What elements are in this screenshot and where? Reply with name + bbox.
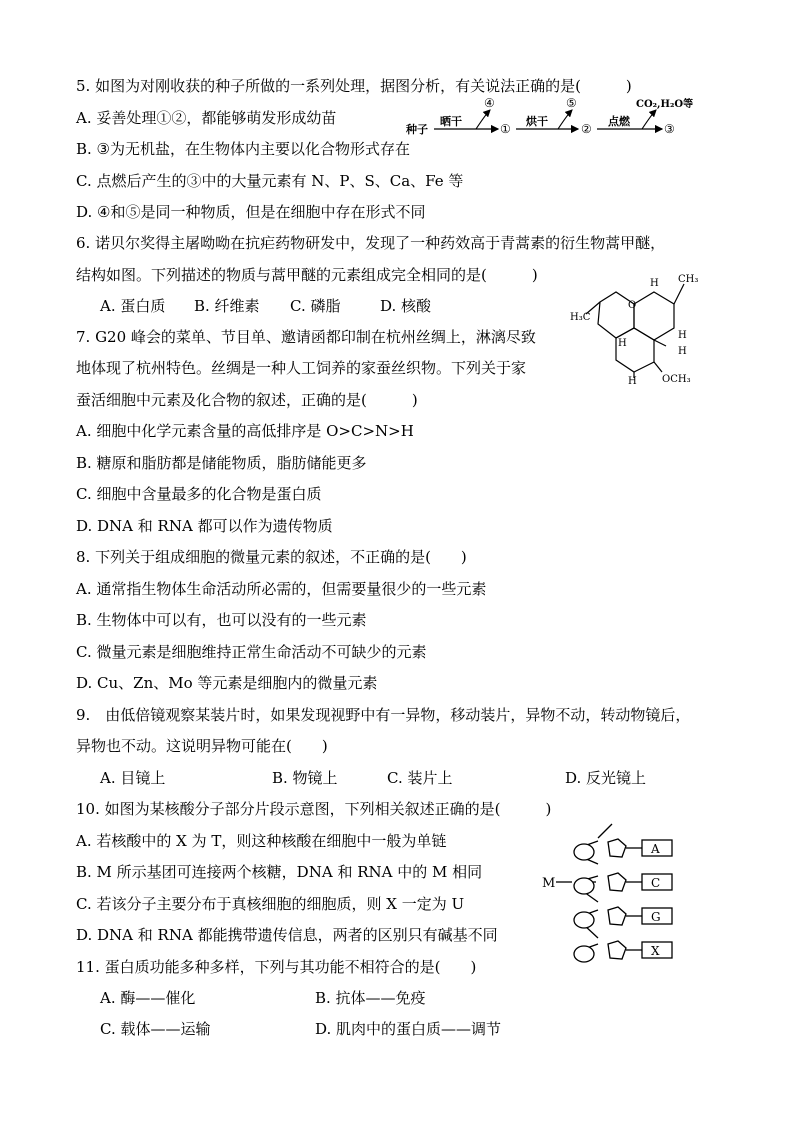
product-4-label: ④: [484, 96, 495, 110]
q6-option-a: A. 蛋白质: [100, 297, 166, 315]
q9-option-c: C. 装片上: [387, 769, 453, 787]
q11-option-d: D. 肌肉中的蛋白质——调节: [315, 1020, 502, 1038]
q6-option-c: C. 磷脂: [290, 297, 341, 315]
q9-option-b: B. 物镜上: [272, 769, 338, 787]
seed-treatment-diagram: [400, 92, 710, 140]
h3c-left-label: H₃C: [570, 312, 591, 323]
q10-option-a: A. 若核酸中的 X 为 T，则这种核酸在细胞中一般为单链: [76, 832, 447, 850]
base-x-label: X: [651, 944, 660, 958]
q8-option-b: B. 生物体中可以有，也可以没有的一些元素: [76, 611, 367, 629]
q11-option-a: A. 酶——催化: [100, 989, 196, 1007]
q8-stem: 8. 下列关于组成细胞的微量元素的叙述，不正确的是( ): [76, 548, 467, 566]
q7-stem-line1: 7. G20 峰会的菜单、节目单、邀请函都印制在杭州丝绸上，淋漓尽致: [76, 328, 536, 346]
h-label-a: H: [650, 278, 659, 289]
q5-option-c: C. 点燃后产生的③中的大量元素有 N、P、S、Ca、Fe 等: [76, 172, 464, 190]
base-c-label: C: [651, 876, 661, 890]
q9-option-d: D. 反光镜上: [565, 769, 647, 787]
q8-option-c: C. 微量元素是细胞维持正常生命活动不可缺少的元素: [76, 643, 427, 661]
q9-stem-line1: 9. 由低倍镜观察某装片时，如果发现视野中有一异物，移动装片，异物不动，转动物镜后，: [76, 706, 691, 724]
q10-option-b: B. M 所示基团可连接两个核糖，DNA 和 RNA 中的 M 相同: [76, 863, 483, 881]
q10-stem: 10. 如图为某核酸分子部分片段示意图，下列相关叙述正确的是( ): [76, 800, 552, 818]
h-label-b: H: [618, 338, 627, 349]
q7-stem-line3: 蚕活细胞中元素及化合物的叙述，正确的是( ): [76, 391, 418, 409]
q7-option-d: D. DNA 和 RNA 都可以作为遗传物质: [76, 517, 333, 535]
q7-stem-line2: 地体现了杭州特色。丝绸是一种人工饲养的家蚕丝织物。下列关于家: [76, 359, 527, 377]
nucleic-acid-diagram: [538, 822, 708, 978]
q7-option-a: A. 细胞中化学元素含量的高低排序是 O>C>N>H: [76, 422, 414, 440]
h-label-e: H: [628, 376, 637, 384]
q5-option-a: A. 妥善处理①②，都能够萌发形成幼苗: [76, 109, 337, 127]
q8-option-d: D. Cu、Zn、Mo 等元素是细胞内的微量元素: [76, 674, 378, 692]
h-label-c: H: [678, 330, 687, 341]
q8-option-a: A. 通常指生物体生命活动所必需的，但需要量很少的一些元素: [76, 580, 487, 598]
q6-stem-line2: 结构如图。下列描述的物质与蒿甲醚的元素组成完全相同的是( ): [76, 266, 538, 284]
q9-stem-line2: 异物也不动。这说明异物可能在( ): [76, 737, 328, 755]
base-g-label: G: [651, 910, 661, 924]
q11-stem: 11. 蛋白质功能多种多样，下列与其功能不相符合的是( ): [76, 958, 477, 976]
och3-label: OCH₃: [662, 374, 691, 384]
q6-option-b: B. 纤维素: [194, 297, 260, 315]
q5-option-d: D. ④和⑤是同一种物质，但是在细胞中存在形式不同: [76, 203, 426, 221]
m-group-label: M: [542, 876, 556, 891]
h-label-d: H: [678, 346, 687, 357]
result-3-label: ③: [664, 122, 675, 136]
result-2-label: ②: [581, 122, 592, 136]
q10-option-d: D. DNA 和 RNA 都能携带遗传信息，两者的区别只有碱基不同: [76, 926, 498, 944]
burn-step-label: 点燃: [608, 115, 630, 128]
q10-option-c: C. 若该分子主要分布于真核细胞的细胞质，则 X 一定为 U: [76, 895, 465, 913]
seed-label: 种子: [406, 123, 428, 136]
dry-step-label: 晒干: [440, 115, 462, 128]
artemether-structure: [566, 262, 726, 384]
base-a-label: A: [651, 842, 660, 856]
q5-stem: 5. 如图为对刚收获的种子所做的一系列处理，据图分析，有关说法正确的是( ): [76, 77, 632, 95]
co2-h2o-label: CO₂,H₂O等: [636, 99, 694, 110]
product-5-label: ⑤: [566, 96, 577, 110]
q11-option-c: C. 载体——运输: [100, 1020, 211, 1038]
q7-option-b: B. 糖原和脂肪都是储能物质，脂肪储能更多: [76, 454, 367, 472]
ch3-top-label: CH₃: [678, 274, 699, 285]
q6-stem-line1: 6. 诺贝尔奖得主屠呦呦在抗疟药物研发中，发现了一种药效高于青蒿素的衍生物蒿甲醚，: [76, 234, 666, 252]
o-ring-label: O: [628, 300, 637, 311]
bake-step-label: 烘干: [526, 115, 548, 128]
q7-option-c: C. 细胞中含量最多的化合物是蛋白质: [76, 485, 322, 503]
q5-option-b: B. ③为无机盐，在生物体内主要以化合物形式存在: [76, 140, 411, 158]
q9-option-a: A. 目镜上: [100, 769, 166, 787]
q11-option-b: B. 抗体——免疫: [315, 989, 426, 1007]
result-1-label: ①: [500, 122, 511, 136]
q6-option-d: D. 核酸: [380, 297, 432, 315]
